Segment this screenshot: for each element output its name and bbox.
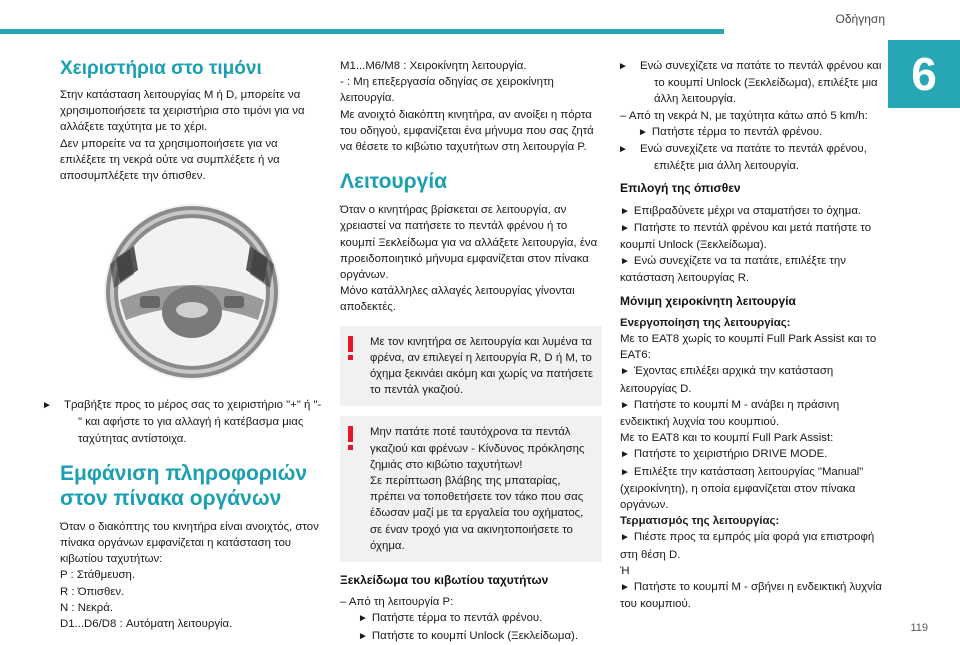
list-item: ► Ενώ συνεχίζετε να πατάτε το πεντάλ φρένου και το κουμπί Unlock (Ξεκλείδωμα), επιλέξτε μια άλλη λειτουργία. <box>618 60 882 106</box>
list-item: ► Πατήστε το χειριστήριο DRIVE MODE. <box>620 448 828 461</box>
list-item: ► Επιβραδύνετε μέχρι να σταματήσει το όχημα. <box>620 204 862 217</box>
heading-operation: Λειτουργία <box>340 170 448 194</box>
list-item: M1...M6/M8 : Χειροκίνητη λειτουργία. <box>340 60 527 72</box>
chapter-badge: 6 <box>888 40 960 108</box>
column-3 <box>620 58 882 613</box>
list-item: ► Πατήστε το κουμπί M - σβήνει η ενδεικτική λυχνία του κουμπιού. <box>620 581 882 611</box>
warning-icon <box>348 336 353 352</box>
list-item: - : Μη επεξεργασία οδηγίας σε χειροκίνητη λειτουργία. <box>340 76 554 105</box>
header-accent-bar <box>0 29 724 34</box>
warning-icon <box>348 426 353 442</box>
page-number: 119 <box>910 622 928 634</box>
heading-manual-mode: Μόνιμη χειροκίνητη λειτουργία <box>620 293 796 308</box>
paragraph: Όταν ο κινητήρας βρίσκεται σε λειτουργία, αν χρειαστεί να πατήσετε το πεντάλ φρένου ή το κουμπί Ξεκλείδωμα για να αλλάξετε λειτουργία, ένα προειδοποιητικό μήνυμα εμφανίζεται στον πίνακα οργάνων. <box>340 204 598 282</box>
list-item: ► Έχοντας επιλέξει αρχικά την κατάσταση λειτουργίας D. <box>620 365 834 395</box>
list-item: ► Πατήστε το κουμπί M - ανάβει η πράσινη ενδεικτική λυχνία του κουμπιού. <box>620 398 840 429</box>
warning-box: Με τον κινητήρα σε λειτουργία και λυμένα τα φρένα, αν επιλεγεί η λειτουργία R, D ή M, το όχημα ξεκινάει ακόμη και χωρίς να πατήσετε το πεντάλ γκαζιού. <box>340 326 602 407</box>
list-item: ► Επιλέξτε την κατάσταση λειτουργίας "Manual" (χειροκίνητη), η οποία εμφανίζεται στον πίνακα οργάνων. <box>620 465 864 512</box>
paragraph: Μόνο κατάλληλες αλλαγές λειτουργίας γίνονται αποδεκτές. <box>340 285 575 314</box>
list-item: P : Στάθμευση. <box>60 569 136 582</box>
paragraph: Με ανοιχτό διακόπτη κινητήρα, αν ανοίξει η πόρτα του οδηγού, εμφανίζεται ένα μήνυμα που σας ζητά να θέσετε το κιβώτιο ταχυτήτων στη λειτουργία P. <box>340 108 594 154</box>
list-item: D1...D6/D8 : Αυτόματη λειτουργία. <box>60 618 233 631</box>
list-item: – Από τη νεκρά N, με ταχύτητα κάτω από 5 km/h: <box>620 109 868 122</box>
heading-reverse: Επιλογή της όπισθεν <box>620 181 741 196</box>
paragraph: Όταν ο διακόπτης του κινητήρα είναι ανοιχτός, στον πίνακα οργάνων εμφανίζεται η κατάσταση του κιβωτίου ταχυτήτων: <box>60 520 319 566</box>
heading-steering-controls: Χειριστήρια στο τιμόνι <box>60 58 262 79</box>
list-item: ► Ενώ συνεχίζετε να πατάτε το πεντάλ φρένου, επιλέξτε μια άλλη λειτουργία. <box>618 143 867 173</box>
column-2 <box>340 58 602 645</box>
paragraph: Με το EAT8 και το κουμπί Full Park Assist: <box>620 432 834 445</box>
heading-unlock: Ξεκλείδωμα του κιβωτίου ταχυτήτων <box>340 573 549 588</box>
list-item: ► Πατήστε τέρμα το πεντάλ φρένου. <box>638 125 823 138</box>
steering-wheel-image <box>90 200 295 385</box>
list-item: ► Πιέστε προς τα εμπρός μία φορά για επιστροφή στη θέση D. <box>620 531 875 561</box>
paragraph: Στην κατάσταση λειτουργίας M ή D, μπορείτε να χρησιμοποιήσετε τα χειριστήρια στο τιμόνι για να αλλάξετε ταχύτητα με το χέρι. <box>60 89 305 134</box>
heading-instrument-info: Εμφάνιση πληροφοριών στον πίνακα οργάνων <box>60 461 308 510</box>
subheading-termination: Τερματισμός της λειτουργίας: <box>620 515 780 528</box>
section-title: Οδήγηση <box>835 12 885 26</box>
list-item: ► Ενώ συνεχίζετε να τα πατάτε, επιλέξτε την κατάσταση λειτουργίας R. <box>620 255 846 285</box>
paragraph: Δεν μπορείτε να τα χρησιμοποιήσετε για να επιλέξετε τη νεκρά ούτε να συμπλέξετε ή να αποσυμπλέξετε την όπισθεν. <box>60 137 280 183</box>
list-item: R : Όπισθεν. <box>60 585 125 598</box>
list-item: ► Πατήστε το πεντάλ φρένου και μετά πατήστε το κουμπί Unlock (Ξεκλείδωμα). <box>620 221 872 252</box>
list-item: N : Νεκρά. <box>60 601 113 614</box>
subheading-activation: Ενεργοποίηση της λειτουργίας: <box>620 316 791 329</box>
paragraph: Με το EAT8 χωρίς το κουμπί Full Park Assist και το EAT6: <box>620 333 877 362</box>
column-1 <box>42 58 324 632</box>
warning-box: Μην πατάτε ποτέ ταυτόχρονα τα πεντάλ γκαζιού και φρένων - Κίνδυνος πρόκλησης ζημιάς στο κιβώτιο ταχυτήτων! Σε περίπτωση βλάβης της μπαταρίας, πρέπει να τοποθετήσετε τον τάκο που σας έδωσαν μαζί με τα εργαλεία του οχήματος, σε έναν τροχό για να ακινητοποιήσετε το όχημα. <box>340 416 602 562</box>
list-item: ► Πατήστε τέρμα το πεντάλ φρένου. <box>358 612 543 625</box>
list-item: ► Πατήστε το κουμπί Unlock (Ξεκλείδωμα). <box>358 629 578 642</box>
paddle-instruction: ► Τραβήξτε προς το μέρος σας το χειριστήριο "+" ή "-" και αφήστε το για αλλαγή ή κατέβασμα μιας ταχύτητας αντίστοιχα. <box>42 399 322 445</box>
paragraph: Ή <box>620 564 630 577</box>
list-item: – Από τη λειτουργία P: <box>340 596 454 609</box>
